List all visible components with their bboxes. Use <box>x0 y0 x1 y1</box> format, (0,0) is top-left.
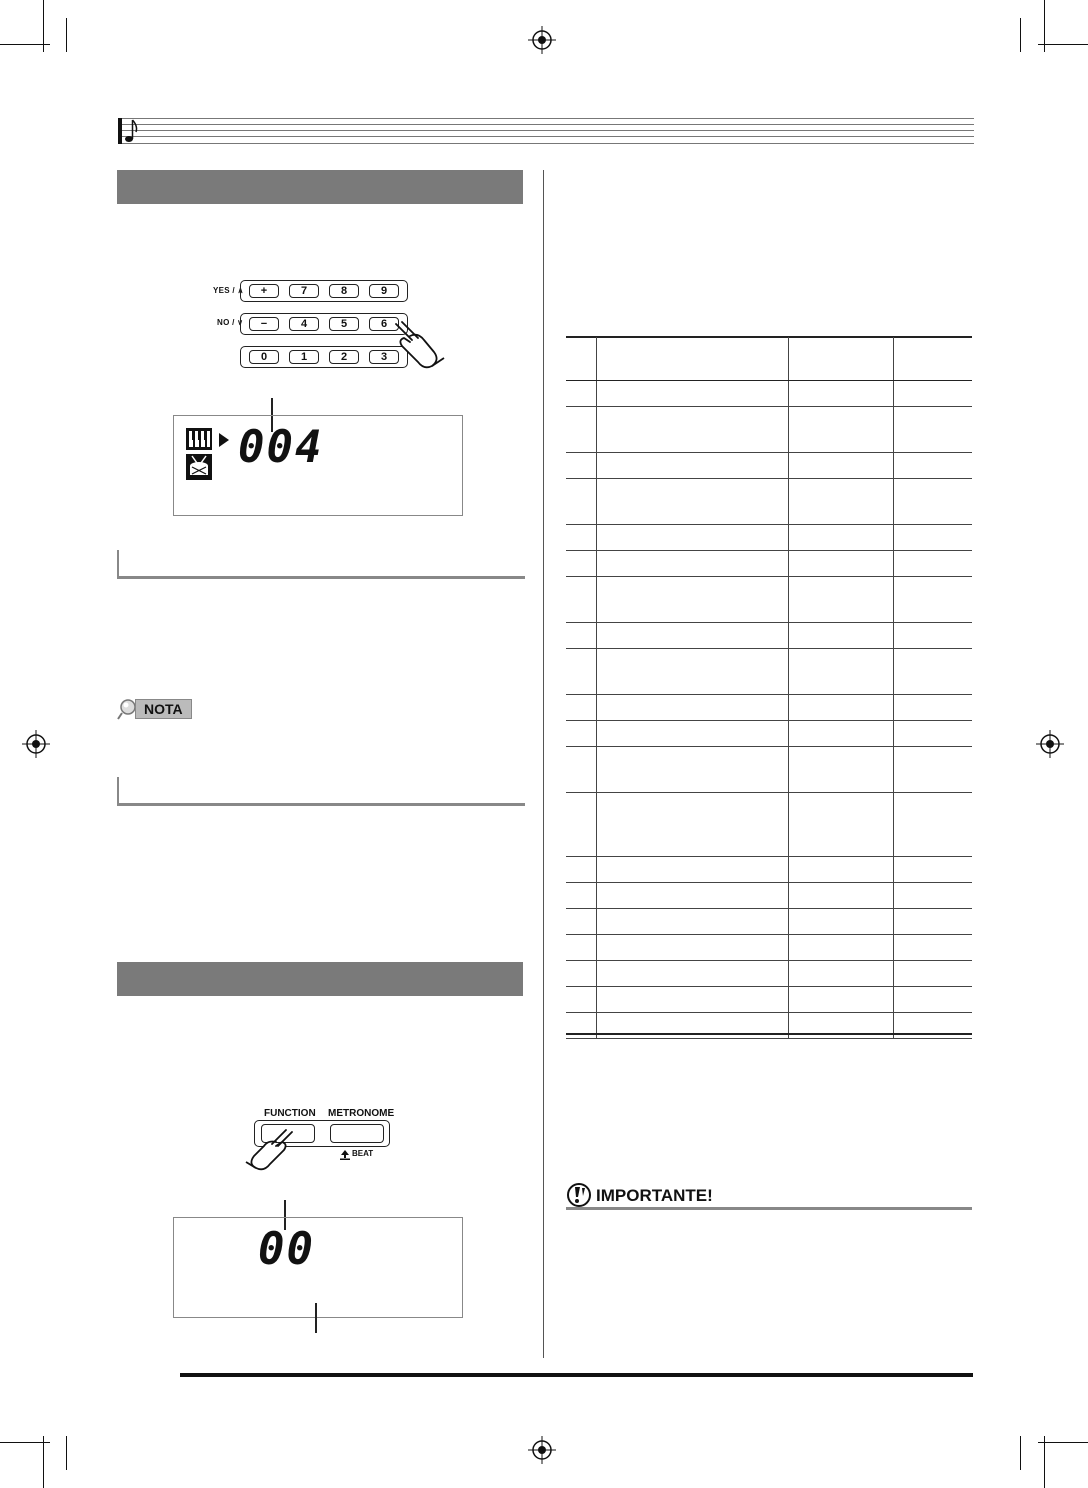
table-cell <box>894 407 973 453</box>
table-cell <box>894 623 973 649</box>
table-row <box>566 479 972 525</box>
keyboard-icon <box>186 428 212 450</box>
key-4[interactable]: 4 <box>289 317 319 331</box>
registration-mark-icon <box>528 26 556 54</box>
crop-mark <box>1020 1436 1021 1470</box>
table-row <box>566 987 972 1013</box>
table-row <box>566 453 972 479</box>
table-cell <box>597 857 789 883</box>
table-cell <box>894 551 973 577</box>
table-cell <box>894 381 973 407</box>
table-cell <box>597 337 789 381</box>
table-cell <box>566 479 597 525</box>
table-cell <box>894 857 973 883</box>
table-cell <box>566 793 597 857</box>
table-cell <box>566 453 597 479</box>
table-cell <box>597 623 789 649</box>
table-cell <box>789 381 894 407</box>
pointing-hand-icon <box>388 318 448 370</box>
section-heading-bar <box>117 962 523 996</box>
table-cell <box>597 883 789 909</box>
table-header-row <box>566 337 972 381</box>
key-minus[interactable]: − <box>249 317 279 331</box>
keypad-row-2 <box>240 313 408 335</box>
table-cell <box>566 551 597 577</box>
keypad-row-3 <box>240 346 408 368</box>
table-row <box>566 857 972 883</box>
table-cell <box>789 525 894 551</box>
registration-mark-icon <box>1036 730 1064 758</box>
table-cell <box>597 525 789 551</box>
table-cell <box>789 961 894 987</box>
table-cell <box>789 793 894 857</box>
registration-mark-icon <box>528 1436 556 1464</box>
warning-icon <box>566 1182 592 1208</box>
table-cell <box>894 453 973 479</box>
table-cell <box>566 883 597 909</box>
table-cell <box>566 381 597 407</box>
table-cell <box>597 935 789 961</box>
crop-mark <box>43 1436 44 1488</box>
table-row <box>566 551 972 577</box>
table-cell <box>566 857 597 883</box>
importante-label: IMPORTANTE! <box>596 1186 713 1205</box>
table-row <box>566 623 972 649</box>
table-row <box>566 695 972 721</box>
subsection-heading <box>117 777 525 806</box>
table-row <box>566 747 972 793</box>
table-cell <box>789 479 894 525</box>
table-row <box>566 577 972 623</box>
nota-label: NOTA <box>135 699 192 719</box>
table-cell <box>597 649 789 695</box>
crop-mark <box>1020 18 1021 52</box>
table-row <box>566 649 972 695</box>
table-cell <box>789 453 894 479</box>
table-cell <box>789 987 894 1013</box>
table-cell <box>789 407 894 453</box>
table-row <box>566 721 972 747</box>
table-cell <box>566 987 597 1013</box>
key-2[interactable]: 2 <box>329 350 359 364</box>
table-cell <box>789 551 894 577</box>
nota-callout <box>117 698 192 720</box>
table-cell <box>566 337 597 381</box>
table-cell <box>894 747 973 793</box>
lcd-display-function <box>173 1217 463 1318</box>
function-number: 00 <box>258 1224 315 1275</box>
crop-mark <box>1044 0 1045 52</box>
footer-rule <box>180 1373 973 1377</box>
table-row <box>566 381 972 407</box>
table-cell <box>894 695 973 721</box>
table-cell <box>789 337 894 381</box>
table-cell <box>566 695 597 721</box>
table-cell <box>566 747 597 793</box>
table-row <box>566 909 972 935</box>
table-cell <box>597 721 789 747</box>
table-cell <box>894 961 973 987</box>
table-cell <box>597 961 789 987</box>
beat-icon <box>340 1150 350 1160</box>
table-cell <box>566 649 597 695</box>
function-label: FUNCTION <box>264 1108 316 1119</box>
lcd-display-tone <box>173 415 463 516</box>
crop-mark <box>66 1436 67 1470</box>
table-cell <box>566 961 597 987</box>
metronome-label: METRONOME <box>328 1108 395 1119</box>
table-cell <box>789 857 894 883</box>
table-cell <box>789 695 894 721</box>
table-cell <box>597 793 789 857</box>
table-cell <box>894 721 973 747</box>
column-divider <box>543 170 544 1358</box>
table-cell <box>789 623 894 649</box>
table-cell <box>597 407 789 453</box>
drum-icon <box>186 454 212 480</box>
table-row <box>566 883 972 909</box>
table-cell <box>789 935 894 961</box>
table-cell <box>597 381 789 407</box>
callout-leader <box>315 1303 317 1333</box>
table-cell <box>894 909 973 935</box>
table-cell <box>789 883 894 909</box>
table-cell <box>789 721 894 747</box>
table-cell <box>597 479 789 525</box>
crop-mark <box>1038 1442 1088 1443</box>
table-cell <box>566 909 597 935</box>
yes-up-label: YES / ∧ <box>213 286 244 295</box>
table-cell <box>566 935 597 961</box>
key-3[interactable]: 3 <box>369 350 399 364</box>
key-plus[interactable]: + <box>249 284 279 298</box>
registration-mark-icon <box>22 730 50 758</box>
function-table <box>566 337 972 1039</box>
key-8[interactable]: 8 <box>329 284 359 298</box>
table-cell <box>597 909 789 935</box>
table-cell <box>894 577 973 623</box>
metronome-button[interactable] <box>330 1124 384 1143</box>
table-cell <box>894 883 973 909</box>
table-cell <box>789 577 894 623</box>
table-cell <box>894 479 973 525</box>
no-down-label: NO / ∨ <box>217 318 244 327</box>
table-cell <box>597 747 789 793</box>
crop-mark <box>1044 1436 1045 1488</box>
importante-rule <box>566 1207 972 1210</box>
table-cell <box>597 577 789 623</box>
table-row <box>566 525 972 551</box>
tone-number: 004 <box>238 422 324 473</box>
importante-callout <box>566 1182 972 1210</box>
table-cell <box>566 407 597 453</box>
section-heading-bar <box>117 170 523 204</box>
table-cell <box>566 577 597 623</box>
table-cell <box>894 649 973 695</box>
key-7[interactable]: 7 <box>289 284 319 298</box>
table-cell <box>894 793 973 857</box>
key-0[interactable]: 0 <box>249 350 279 364</box>
beat-label: BEAT <box>352 1149 374 1158</box>
pointing-hand-icon <box>244 1128 296 1172</box>
table-cell <box>894 987 973 1013</box>
crop-mark <box>66 18 67 52</box>
table-cell <box>566 525 597 551</box>
crop-mark <box>1038 44 1088 45</box>
staff-bar <box>118 118 122 144</box>
crop-mark <box>43 0 44 52</box>
table-cell <box>566 623 597 649</box>
pointer-triangle-icon <box>219 433 229 447</box>
table-cell <box>566 721 597 747</box>
table-cell <box>789 649 894 695</box>
table-bottom-rule <box>566 1033 972 1035</box>
key-9[interactable]: 9 <box>369 284 399 298</box>
table-row <box>566 935 972 961</box>
table-cell <box>894 337 973 381</box>
table-cell <box>597 551 789 577</box>
table-row <box>566 961 972 987</box>
table-row <box>566 793 972 857</box>
key-5[interactable]: 5 <box>329 317 359 331</box>
subsection-heading <box>117 550 525 579</box>
keypad-row-1 <box>240 280 408 302</box>
key-6[interactable]: 6 <box>369 317 399 331</box>
table-cell <box>597 987 789 1013</box>
table-cell <box>597 453 789 479</box>
staff-header <box>118 118 974 144</box>
table-cell <box>597 695 789 721</box>
key-1[interactable]: 1 <box>289 350 319 364</box>
eighth-note-icon <box>124 118 140 144</box>
table-cell <box>789 909 894 935</box>
table-row <box>566 407 972 453</box>
table-cell <box>894 525 973 551</box>
table-cell <box>789 747 894 793</box>
table-cell <box>894 935 973 961</box>
